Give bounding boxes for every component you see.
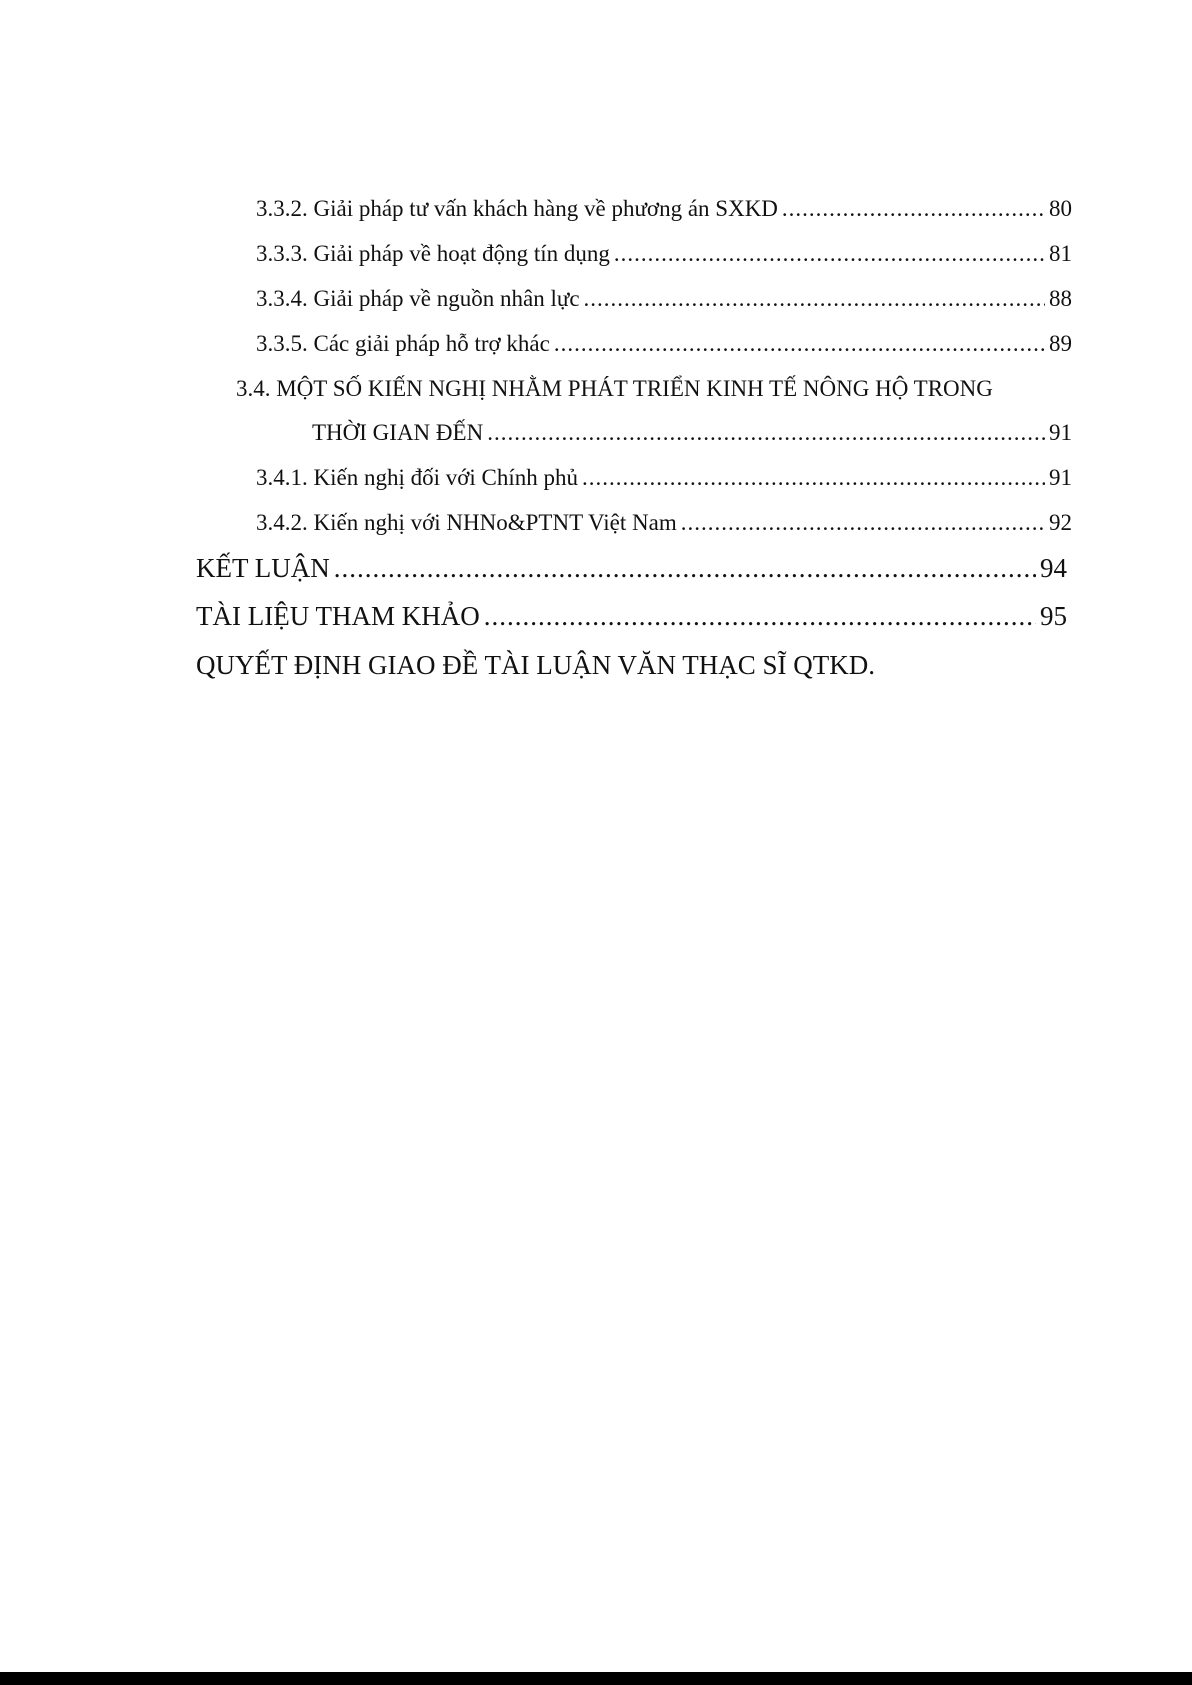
- dot-leader: [487, 420, 1045, 446]
- toc-entry-title: 3.3.3. Giải pháp về hoạt động tín dụng: [256, 241, 610, 266]
- toc-entry-title: 3.4.1. Kiến nghị đối với Chính phủ: [256, 465, 579, 490]
- toc-entry-page-number: 81: [1049, 241, 1072, 266]
- dot-leader: [681, 510, 1045, 536]
- toc-entry-3-4-line1[interactable]: 3.4. MỘT SỐ KIẾN NGHỊ NHẰM PHÁT TRIỂN KINH TẾ NÔNG HỘ TRONG: [236, 376, 993, 401]
- toc-entry-quyet-dinh[interactable]: QUYẾT ĐỊNH GIAO ĐỀ TÀI LUẬN VĂN THẠC SĨ QTKD.: [196, 650, 875, 680]
- toc-entry-page-number: 89: [1049, 331, 1072, 356]
- toc-entry-3-4-2[interactable]: [256, 510, 1072, 536]
- toc-entry-3-3-3[interactable]: [256, 241, 1072, 267]
- toc-entry-tai-lieu-tham-khao[interactable]: [196, 601, 1067, 632]
- dot-leader: [584, 286, 1045, 312]
- toc-entry-page-number: 95: [1040, 601, 1067, 631]
- dot-leader: [614, 241, 1045, 267]
- dot-leader: [582, 465, 1045, 491]
- dot-leader: [554, 331, 1045, 357]
- toc-entry-title: 3.3.2. Giải pháp tư vấn khách hàng về phương án SXKD: [256, 196, 778, 221]
- dot-leader: [484, 601, 1036, 632]
- toc-entry-title: KẾT LUẬN: [196, 553, 330, 583]
- toc-entry-page-number: 94: [1040, 553, 1067, 583]
- toc-entry-title: 3.4.2. Kiến nghị với NHNo&PTNT Việt Nam: [256, 510, 677, 535]
- toc-entry-3-4-1[interactable]: [256, 465, 1072, 491]
- toc-entry-3-3-4[interactable]: [256, 286, 1072, 312]
- toc-entry-title: TÀI LIỆU THAM KHẢO: [196, 601, 480, 631]
- toc-entry-page-number: 92: [1049, 510, 1072, 535]
- toc-entry-title: THỜI GIAN ĐẾN: [312, 420, 484, 445]
- toc-entry-page-number: 80: [1049, 196, 1072, 221]
- dot-leader: [782, 196, 1045, 222]
- toc-entry-page-number: 88: [1049, 286, 1072, 311]
- toc-entry-page-number: 91: [1049, 465, 1072, 490]
- toc-entry-3-4[interactable]: [312, 420, 1072, 446]
- toc-entry-page-number: 91: [1049, 420, 1072, 445]
- dot-leader: [334, 553, 1036, 584]
- toc-entry-3-3-2[interactable]: [256, 196, 1072, 222]
- toc-entry-3-3-5[interactable]: [256, 331, 1072, 357]
- bottom-border: [0, 1672, 1192, 1685]
- toc-entry-title: 3.3.4. Giải pháp về nguồn nhân lực: [256, 286, 580, 311]
- toc-entry-title: 3.3.5. Các giải pháp hỗ trợ khác: [256, 331, 550, 356]
- toc-entry-ket-luan[interactable]: [196, 553, 1067, 584]
